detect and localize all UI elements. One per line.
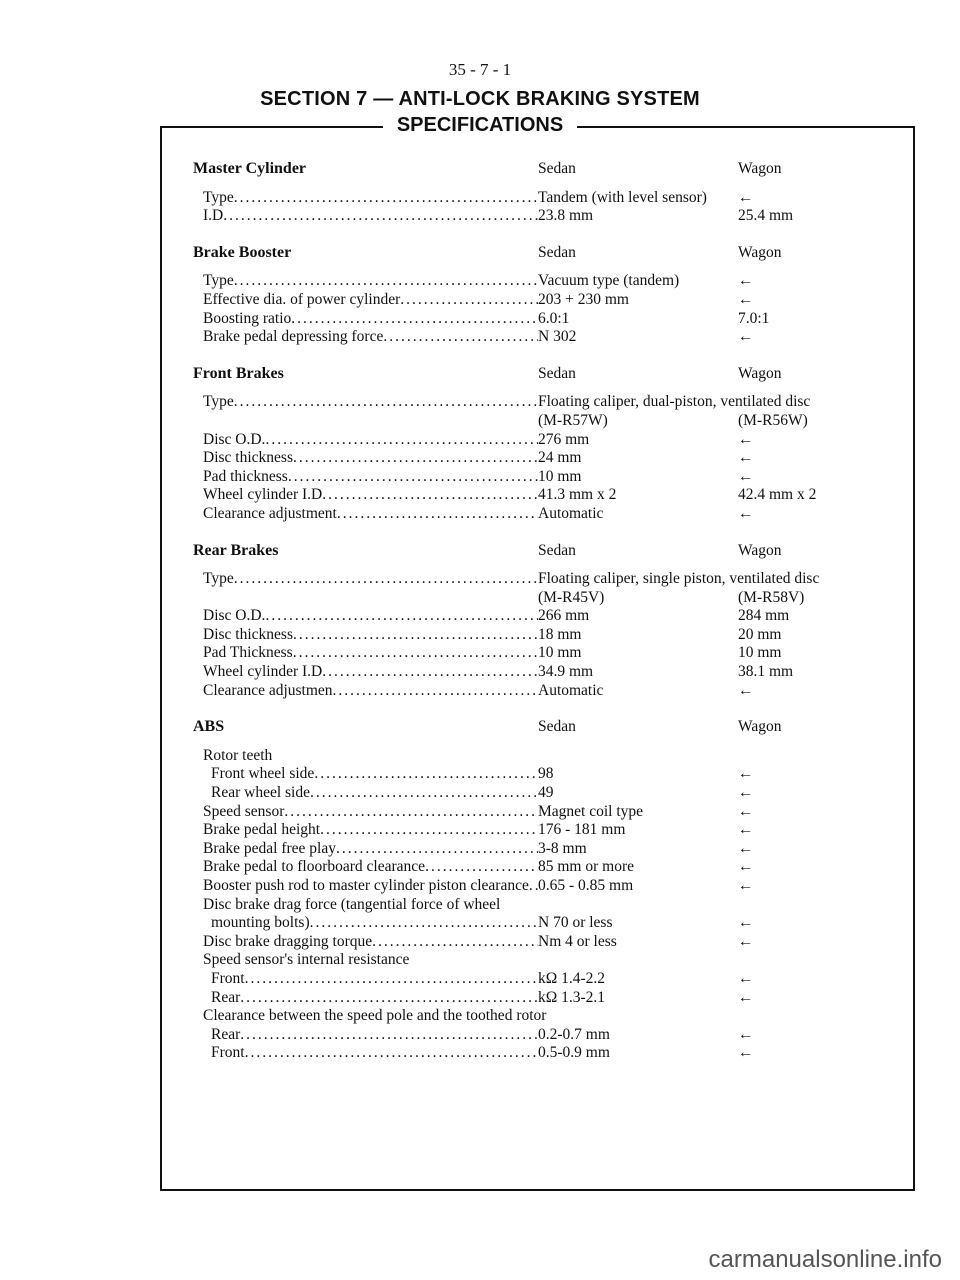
spec-row xyxy=(193,840,893,859)
spec-row xyxy=(193,989,893,1008)
sedan-value: 10 mm xyxy=(538,467,582,485)
specifications-heading xyxy=(0,114,960,137)
spec-label: Disc O.D. xyxy=(203,430,266,448)
sedan-value: N 302 xyxy=(538,328,577,346)
wagon-value: ← xyxy=(738,969,754,987)
wagon-value: 42.4 mm x 2 xyxy=(738,486,817,504)
sedan-value: 85 mm or more xyxy=(538,858,634,876)
wagon-model: (M-R58V) xyxy=(738,588,805,606)
wagon-value: ← xyxy=(738,188,754,206)
sedan-value: 176 - 181 mm xyxy=(538,821,626,839)
sedan-column-heading: Sedan xyxy=(538,541,576,559)
wagon-value: ← xyxy=(738,272,754,290)
spec-row xyxy=(193,272,893,291)
wagon-value: ← xyxy=(738,1025,754,1043)
spec-row xyxy=(193,328,893,347)
wagon-value: ← xyxy=(738,858,754,876)
spec-row xyxy=(193,431,893,450)
section-title: SECTION 7 — ANTI-LOCK BRAKING SYSTEM xyxy=(260,88,700,110)
sedan-value: 276 mm xyxy=(538,430,590,448)
spec-row xyxy=(193,970,893,989)
sedan-value: 0.65 - 0.85 mm xyxy=(538,877,634,894)
sedan-column-heading: Sedan xyxy=(538,160,576,177)
spec-label: Brake pedal free play xyxy=(203,839,336,857)
spec-row xyxy=(193,291,893,310)
wagon-value: ← xyxy=(738,802,754,820)
wagon-column-heading: Wagon xyxy=(738,718,782,736)
wagon-value: ← xyxy=(738,784,754,802)
wagon-value: ← xyxy=(738,328,754,346)
spec-label: Speed sensor xyxy=(203,802,285,820)
sedan-value: 23.8 mm xyxy=(538,207,594,225)
spec-label: Front xyxy=(211,969,245,987)
sedan-value: 49 xyxy=(538,784,554,802)
spec-label: Front xyxy=(211,1044,245,1062)
spec-row xyxy=(193,486,893,505)
spec-label: Rear wheel side xyxy=(211,784,310,802)
spec-row xyxy=(193,468,893,487)
sedan-model: (M-R45V) xyxy=(538,588,605,606)
group-title: Rear Brakes xyxy=(193,541,279,559)
spec-label: Brake pedal depressing force xyxy=(203,328,384,346)
wagon-value: 284 mm xyxy=(738,607,790,625)
sedan-column-heading: Sedan xyxy=(538,364,576,382)
wagon-model: (M-R56W) xyxy=(738,411,808,429)
sedan-value: 10 mm xyxy=(538,644,582,662)
spec-row xyxy=(193,449,893,468)
wagon-column-heading: Wagon xyxy=(738,160,782,177)
type-value: Floating caliper, single piston, ventilated disc xyxy=(538,570,820,588)
drag-force-heading: Disc brake drag force (tangential force of wheel xyxy=(203,895,501,913)
spec-label: Disc O.D. xyxy=(203,607,266,625)
wagon-value: ← xyxy=(738,449,754,467)
spec-row xyxy=(193,310,893,329)
spec-label: Wheel cylinder I.D xyxy=(203,486,323,504)
spec-row xyxy=(193,207,893,226)
spec-row xyxy=(193,933,893,952)
spec-row xyxy=(193,858,893,877)
spec-row xyxy=(193,189,893,208)
spec-label: Disc thickness xyxy=(203,625,293,643)
page-number: 35 - 7 - 1 xyxy=(448,60,512,79)
wagon-value: ← xyxy=(738,290,754,308)
wagon-value: 7.0:1 xyxy=(738,309,770,327)
sedan-value: Magnet coil type xyxy=(538,802,644,820)
spec-label: Type xyxy=(203,570,234,588)
wagon-column-heading: Wagon xyxy=(738,541,782,559)
watermark: carmanualsonline.info xyxy=(708,1246,942,1273)
wagon-value: ← xyxy=(738,504,754,522)
spec-row xyxy=(193,1026,893,1045)
sedan-value: Automatic xyxy=(538,681,604,699)
wagon-value: 38.1 mm xyxy=(738,663,794,681)
group-title: Master Cylinder xyxy=(193,160,307,177)
sedan-value: Automatic xyxy=(538,504,604,522)
sensor-resistance-heading: Speed sensor's internal resistance xyxy=(203,951,410,969)
spec-row xyxy=(193,505,893,524)
wagon-value: ← xyxy=(738,877,754,894)
wagon-value: ← xyxy=(738,914,754,932)
type-value: Floating caliper, dual-piston, ventilated disc xyxy=(538,393,811,411)
sedan-value: 3-8 mm xyxy=(538,839,587,857)
sedan-value: 203 + 230 mm xyxy=(538,290,629,308)
group-title: Front Brakes xyxy=(193,364,284,382)
spec-label: Clearance adjustment xyxy=(203,504,337,522)
model-row xyxy=(193,589,893,608)
wagon-value: ← xyxy=(738,1044,754,1062)
sedan-value: 41.3 mm x 2 xyxy=(538,486,617,504)
spec-row xyxy=(193,914,893,933)
spec-label: Front wheel side xyxy=(211,765,315,783)
wagon-value: ← xyxy=(738,839,754,857)
spec-row xyxy=(193,607,893,626)
spec-label: Boosting ratio xyxy=(203,309,292,327)
group-title: ABS xyxy=(193,718,225,736)
spec-label: mounting bolts) xyxy=(211,914,310,932)
spec-row xyxy=(193,784,893,803)
spec-label: Brake pedal to floorboard clearance xyxy=(203,858,426,876)
sedan-value: 24 mm xyxy=(538,449,582,467)
wagon-column-heading: Wagon xyxy=(738,243,782,261)
spec-label: Brake pedal height xyxy=(203,821,321,839)
spec-label: Wheel cylinder I.D xyxy=(203,663,323,681)
sedan-column-heading: Sedan xyxy=(538,243,576,261)
spec-row xyxy=(193,570,893,589)
wagon-value: ← xyxy=(738,681,754,699)
sedan-model: (M-R57W) xyxy=(538,411,608,429)
spec-row xyxy=(193,393,893,412)
spec-label: I.D xyxy=(203,207,224,225)
sedan-value: Vacuum type (tandem) xyxy=(538,272,680,290)
sedan-value: kΩ 1.3-2.1 xyxy=(538,988,606,1006)
sedan-value: 18 mm xyxy=(538,625,582,643)
spec-row xyxy=(193,877,893,896)
sedan-value: 6.0:1 xyxy=(538,309,570,327)
sedan-value: 0.5-0.9 mm xyxy=(538,1044,610,1062)
sedan-value: 34.9 mm xyxy=(538,663,594,681)
spec-label: Type xyxy=(203,272,234,290)
spec-label: Disc thickness xyxy=(203,449,293,467)
specifications-content xyxy=(193,160,893,1081)
abs-group xyxy=(193,718,893,1063)
rotor-teeth-heading: Rotor teeth xyxy=(203,746,273,764)
spec-label: Type xyxy=(203,393,234,411)
specifications-heading-text: SPECIFICATIONS xyxy=(383,114,577,136)
model-row xyxy=(193,412,893,431)
sedan-value: Tandem (with level sensor) xyxy=(538,188,707,206)
spec-label: Effective dia. of power cylinder xyxy=(203,290,401,308)
front-brakes-group xyxy=(193,365,893,524)
spec-label: Disc brake dragging torque xyxy=(203,932,373,950)
sedan-value: 266 mm xyxy=(538,607,590,625)
wagon-column-heading: Wagon xyxy=(738,364,782,382)
spec-row xyxy=(193,644,893,663)
spec-row xyxy=(193,803,893,822)
clearance-heading: Clearance between the speed pole and the toothed rotor xyxy=(203,1007,547,1025)
group-header xyxy=(193,244,893,263)
wagon-value: ← xyxy=(738,765,754,783)
group-header xyxy=(193,160,893,179)
brake-booster-group xyxy=(193,244,893,347)
spec-row xyxy=(193,1044,893,1063)
spec-row xyxy=(193,821,893,840)
spec-label: Rear xyxy=(211,1025,241,1043)
sedan-value: 98 xyxy=(538,765,554,783)
master-cylinder-group xyxy=(193,160,893,226)
wagon-value: 20 mm xyxy=(738,625,782,643)
group-header xyxy=(193,542,893,561)
spec-label: Type xyxy=(203,188,234,206)
wagon-value: 10 mm xyxy=(738,644,782,662)
wagon-value: ← xyxy=(738,988,754,1006)
wagon-value: ← xyxy=(738,932,754,950)
spec-label: Rear xyxy=(211,988,241,1006)
wagon-value: 25.4 mm xyxy=(738,207,794,225)
sedan-value: N 70 or less xyxy=(538,914,613,932)
sedan-value: kΩ 1.4-2.2 xyxy=(538,969,606,987)
sedan-value: Nm 4 or less xyxy=(538,932,617,950)
spec-label: Pad Thickness xyxy=(203,644,293,662)
spec-label: Pad thickness xyxy=(203,467,288,485)
spec-label: Booster push rod to master cylinder piston clearance xyxy=(203,877,529,894)
spec-row xyxy=(193,682,893,701)
group-header xyxy=(193,365,893,384)
group-title: Brake Booster xyxy=(193,243,292,261)
spec-row xyxy=(193,765,893,784)
spec-row xyxy=(193,626,893,645)
group-header xyxy=(193,718,893,737)
wagon-value: ← xyxy=(738,467,754,485)
sedan-column-heading: Sedan xyxy=(538,718,576,736)
wagon-value: ← xyxy=(738,430,754,448)
rear-brakes-group xyxy=(193,542,893,701)
spec-row xyxy=(193,663,893,682)
wagon-value: ← xyxy=(738,821,754,839)
spec-label: Clearance adjustmen xyxy=(203,681,333,699)
sedan-value: 0.2-0.7 mm xyxy=(538,1025,610,1043)
